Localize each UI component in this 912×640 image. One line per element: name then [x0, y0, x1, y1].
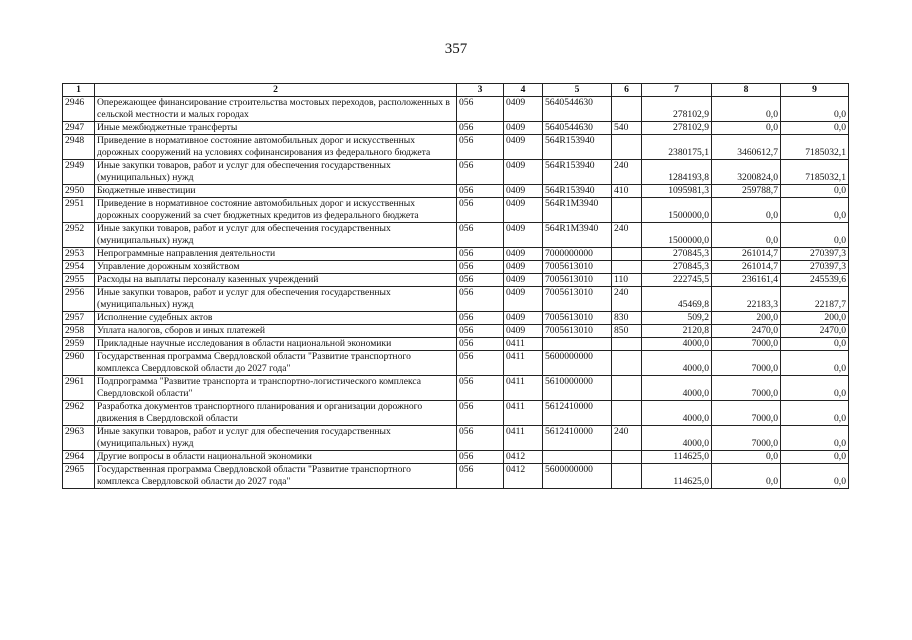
section-code: 0409	[504, 223, 543, 248]
budget-table	[62, 83, 849, 489]
expense-type-code	[612, 97, 642, 122]
row-number: 2949	[63, 160, 95, 185]
ministry-code: 056	[457, 451, 504, 464]
amount-col7: 270845,3	[642, 248, 712, 261]
ministry-code: 056	[457, 464, 504, 489]
amount-col8: 0,0	[712, 223, 781, 248]
expense-type-code: 240	[612, 426, 642, 451]
row-number: 2963	[63, 426, 95, 451]
amount-col7: 2380175,1	[642, 135, 712, 160]
amount-col7: 114625,0	[642, 451, 712, 464]
table-row	[63, 198, 849, 223]
expense-type-code: 830	[612, 312, 642, 325]
amount-col8: 3460612,7	[712, 135, 781, 160]
amount-col8: 7000,0	[712, 426, 781, 451]
row-name: Иные закупки товаров, работ и услуг для обеспечения государственных (муниципальных) нужд	[95, 160, 457, 185]
target-article-code: 5612410000	[543, 401, 612, 426]
target-article-code: 564R153940	[543, 135, 612, 160]
row-name: Разработка документов транспортного планирования и организации дорожного движения в Свердловской области	[95, 401, 457, 426]
amount-col9: 0,0	[781, 338, 849, 351]
amount-col9: 0,0	[781, 451, 849, 464]
target-article-code	[543, 338, 612, 351]
expense-type-code	[612, 451, 642, 464]
amount-col8: 7000,0	[712, 401, 781, 426]
ministry-code: 056	[457, 122, 504, 135]
amount-col7: 278102,9	[642, 97, 712, 122]
target-article-code: 7005613010	[543, 325, 612, 338]
ministry-code: 056	[457, 198, 504, 223]
ministry-code: 056	[457, 376, 504, 401]
section-code: 0412	[504, 464, 543, 489]
row-number: 2948	[63, 135, 95, 160]
amount-col9: 7185032,1	[781, 160, 849, 185]
section-code: 0412	[504, 451, 543, 464]
amount-col8: 200,0	[712, 312, 781, 325]
ministry-code: 056	[457, 160, 504, 185]
amount-col9: 7185032,1	[781, 135, 849, 160]
page-number: 357	[444, 41, 468, 57]
section-code: 0409	[504, 312, 543, 325]
ministry-code: 056	[457, 325, 504, 338]
ministry-code: 056	[457, 287, 504, 312]
row-number: 2958	[63, 325, 95, 338]
expense-type-code: 410	[612, 185, 642, 198]
column-header: 6	[612, 84, 642, 97]
row-name: Иные закупки товаров, работ и услуг для обеспечения государственных (муниципальных) нужд	[95, 426, 457, 451]
target-article-code: 5640544630	[543, 97, 612, 122]
amount-col9: 0,0	[781, 464, 849, 489]
ministry-code: 056	[457, 223, 504, 248]
row-number: 2952	[63, 223, 95, 248]
row-name: Приведение в нормативное состояние автомобильных дорог и искусственных дорожных сооружений на условиях софинансирования из федерального бюджета	[95, 135, 457, 160]
table-row	[63, 338, 849, 351]
amount-col9: 0,0	[781, 97, 849, 122]
amount-col9: 0,0	[781, 376, 849, 401]
amount-col9: 0,0	[781, 351, 849, 376]
section-code: 0409	[504, 135, 543, 160]
amount-col7: 4000,0	[642, 338, 712, 351]
column-header: 7	[642, 84, 712, 97]
ministry-code: 056	[457, 338, 504, 351]
row-name: Иные закупки товаров, работ и услуг для обеспечения государственных (муниципальных) нужд	[95, 223, 457, 248]
amount-col8: 22183,3	[712, 287, 781, 312]
row-name: Прикладные научные исследования в области национальной экономики	[95, 338, 457, 351]
target-article-code: 5600000000	[543, 351, 612, 376]
section-code: 0409	[504, 248, 543, 261]
amount-col7: 1500000,0	[642, 198, 712, 223]
section-code: 0409	[504, 185, 543, 198]
section-code: 0409	[504, 160, 543, 185]
row-name: Управление дорожным хозяйством	[95, 261, 457, 274]
amount-col9: 245539,6	[781, 274, 849, 287]
amount-col9: 0,0	[781, 426, 849, 451]
amount-col8: 2470,0	[712, 325, 781, 338]
amount-col9: 200,0	[781, 312, 849, 325]
ministry-code: 056	[457, 274, 504, 287]
amount-col9: 0,0	[781, 198, 849, 223]
amount-col7: 1284193,8	[642, 160, 712, 185]
amount-col9: 270397,3	[781, 248, 849, 261]
target-article-code: 5640544630	[543, 122, 612, 135]
section-code: 0409	[504, 122, 543, 135]
amount-col7: 114625,0	[642, 464, 712, 489]
amount-col9: 0,0	[781, 185, 849, 198]
row-number: 2947	[63, 122, 95, 135]
row-number: 2950	[63, 185, 95, 198]
amount-col8: 7000,0	[712, 338, 781, 351]
amount-col7: 1095981,3	[642, 185, 712, 198]
table-row	[63, 287, 849, 312]
row-name: Иные межбюджетные трансферты	[95, 122, 457, 135]
target-article-code: 5600000000	[543, 464, 612, 489]
section-code: 0411	[504, 426, 543, 451]
expense-type-code	[612, 464, 642, 489]
table-row	[63, 261, 849, 274]
row-number: 2961	[63, 376, 95, 401]
target-article-code: 5612410000	[543, 426, 612, 451]
section-code: 0411	[504, 351, 543, 376]
ministry-code: 056	[457, 97, 504, 122]
amount-col8: 7000,0	[712, 351, 781, 376]
amount-col8: 0,0	[712, 464, 781, 489]
row-name: Бюджетные инвестиции	[95, 185, 457, 198]
expense-type-code: 240	[612, 287, 642, 312]
target-article-code: 564R1M3940	[543, 198, 612, 223]
amount-col9: 22187,7	[781, 287, 849, 312]
column-header: 2	[95, 84, 457, 97]
expense-type-code	[612, 198, 642, 223]
table-row	[63, 451, 849, 464]
expense-type-code: 110	[612, 274, 642, 287]
row-name: Расходы на выплаты персоналу казенных учреждений	[95, 274, 457, 287]
column-header: 4	[504, 84, 543, 97]
target-article-code: 564R153940	[543, 160, 612, 185]
amount-col7: 1500000,0	[642, 223, 712, 248]
amount-col7: 2120,8	[642, 325, 712, 338]
amount-col7: 509,2	[642, 312, 712, 325]
target-article-code	[543, 451, 612, 464]
column-header: 3	[457, 84, 504, 97]
amount-col8: 7000,0	[712, 376, 781, 401]
row-name: Другие вопросы в области национальной экономики	[95, 451, 457, 464]
row-number: 2964	[63, 451, 95, 464]
amount-col9: 2470,0	[781, 325, 849, 338]
table-row	[63, 464, 849, 489]
expense-type-code	[612, 338, 642, 351]
column-header: 8	[712, 84, 781, 97]
ministry-code: 056	[457, 312, 504, 325]
row-number: 2957	[63, 312, 95, 325]
row-number: 2954	[63, 261, 95, 274]
ministry-code: 056	[457, 401, 504, 426]
expense-type-code: 240	[612, 160, 642, 185]
section-code: 0409	[504, 274, 543, 287]
amount-col7: 45469,8	[642, 287, 712, 312]
amount-col8: 259788,7	[712, 185, 781, 198]
amount-col7: 4000,0	[642, 426, 712, 451]
target-article-code: 7005613010	[543, 287, 612, 312]
table-row	[63, 248, 849, 261]
section-code: 0411	[504, 338, 543, 351]
target-article-code: 7005613010	[543, 261, 612, 274]
amount-col7: 278102,9	[642, 122, 712, 135]
expense-type-code	[612, 248, 642, 261]
table-row	[63, 274, 849, 287]
table-row	[63, 401, 849, 426]
row-name: Государственная программа Свердловской области "Развитие транспортного комплекса Свердловской области до 2027 года"	[95, 464, 457, 489]
table-row	[63, 376, 849, 401]
target-article-code: 7000000000	[543, 248, 612, 261]
section-code: 0409	[504, 261, 543, 274]
amount-col7: 4000,0	[642, 376, 712, 401]
section-code: 0409	[504, 287, 543, 312]
amount-col8: 0,0	[712, 122, 781, 135]
expense-type-code	[612, 135, 642, 160]
row-name: Иные закупки товаров, работ и услуг для обеспечения государственных (муниципальных) нужд	[95, 287, 457, 312]
amount-col9: 270397,3	[781, 261, 849, 274]
expense-type-code: 850	[612, 325, 642, 338]
table-row	[63, 351, 849, 376]
row-name: Исполнение судебных актов	[95, 312, 457, 325]
ministry-code: 056	[457, 135, 504, 160]
table-row	[63, 97, 849, 122]
table-row	[63, 135, 849, 160]
expense-type-code	[612, 261, 642, 274]
amount-col7: 270845,3	[642, 261, 712, 274]
amount-col8: 261014,7	[712, 261, 781, 274]
amount-col9: 0,0	[781, 223, 849, 248]
ministry-code: 056	[457, 185, 504, 198]
table-row	[63, 426, 849, 451]
target-article-code: 564R1M3940	[543, 223, 612, 248]
target-article-code: 7005613010	[543, 274, 612, 287]
column-header: 9	[781, 84, 849, 97]
row-number: 2946	[63, 97, 95, 122]
table-row	[63, 185, 849, 198]
amount-col7: 4000,0	[642, 351, 712, 376]
amount-col8: 3200824,0	[712, 160, 781, 185]
row-number: 2956	[63, 287, 95, 312]
column-header: 5	[543, 84, 612, 97]
row-name: Государственная программа Свердловской области "Развитие транспортного комплекса Свердловской области до 2027 года"	[95, 351, 457, 376]
column-header: 1	[63, 84, 95, 97]
amount-col8: 236161,4	[712, 274, 781, 287]
amount-col8: 0,0	[712, 97, 781, 122]
row-name: Подпрограмма "Развитие транспорта и транспортно-логистического комплекса Свердловской области"	[95, 376, 457, 401]
header-row	[63, 84, 849, 97]
row-number: 2953	[63, 248, 95, 261]
section-code: 0409	[504, 325, 543, 338]
target-article-code: 564R153940	[543, 185, 612, 198]
amount-col9: 0,0	[781, 122, 849, 135]
amount-col8: 261014,7	[712, 248, 781, 261]
row-name: Непрограммные направления деятельности	[95, 248, 457, 261]
row-number: 2962	[63, 401, 95, 426]
section-code: 0411	[504, 401, 543, 426]
amount-col8: 0,0	[712, 198, 781, 223]
expense-type-code: 540	[612, 122, 642, 135]
amount-col7: 4000,0	[642, 401, 712, 426]
target-article-code: 7005613010	[543, 312, 612, 325]
ministry-code: 056	[457, 261, 504, 274]
table-row	[63, 160, 849, 185]
row-number: 2955	[63, 274, 95, 287]
table-row	[63, 122, 849, 135]
expense-type-code: 240	[612, 223, 642, 248]
row-name: Приведение в нормативное состояние автомобильных дорог и искусственных дорожных сооружений за счет бюджетных кредитов из федерального бюджета	[95, 198, 457, 223]
table-row	[63, 312, 849, 325]
expense-type-code	[612, 376, 642, 401]
row-number: 2951	[63, 198, 95, 223]
target-article-code: 5610000000	[543, 376, 612, 401]
row-name: Опережающее финансирование строительства мостовых переходов, расположенных в сельской местности и малых городах	[95, 97, 457, 122]
ministry-code: 056	[457, 351, 504, 376]
section-code: 0409	[504, 97, 543, 122]
ministry-code: 056	[457, 248, 504, 261]
section-code: 0409	[504, 198, 543, 223]
table-row	[63, 223, 849, 248]
expense-type-code	[612, 351, 642, 376]
amount-col8: 0,0	[712, 451, 781, 464]
row-number: 2959	[63, 338, 95, 351]
ministry-code: 056	[457, 426, 504, 451]
expense-type-code	[612, 401, 642, 426]
row-number: 2960	[63, 351, 95, 376]
row-name: Уплата налогов, сборов и иных платежей	[95, 325, 457, 338]
table-row	[63, 325, 849, 338]
section-code: 0411	[504, 376, 543, 401]
row-number: 2965	[63, 464, 95, 489]
amount-col7: 222745,5	[642, 274, 712, 287]
amount-col9: 0,0	[781, 401, 849, 426]
